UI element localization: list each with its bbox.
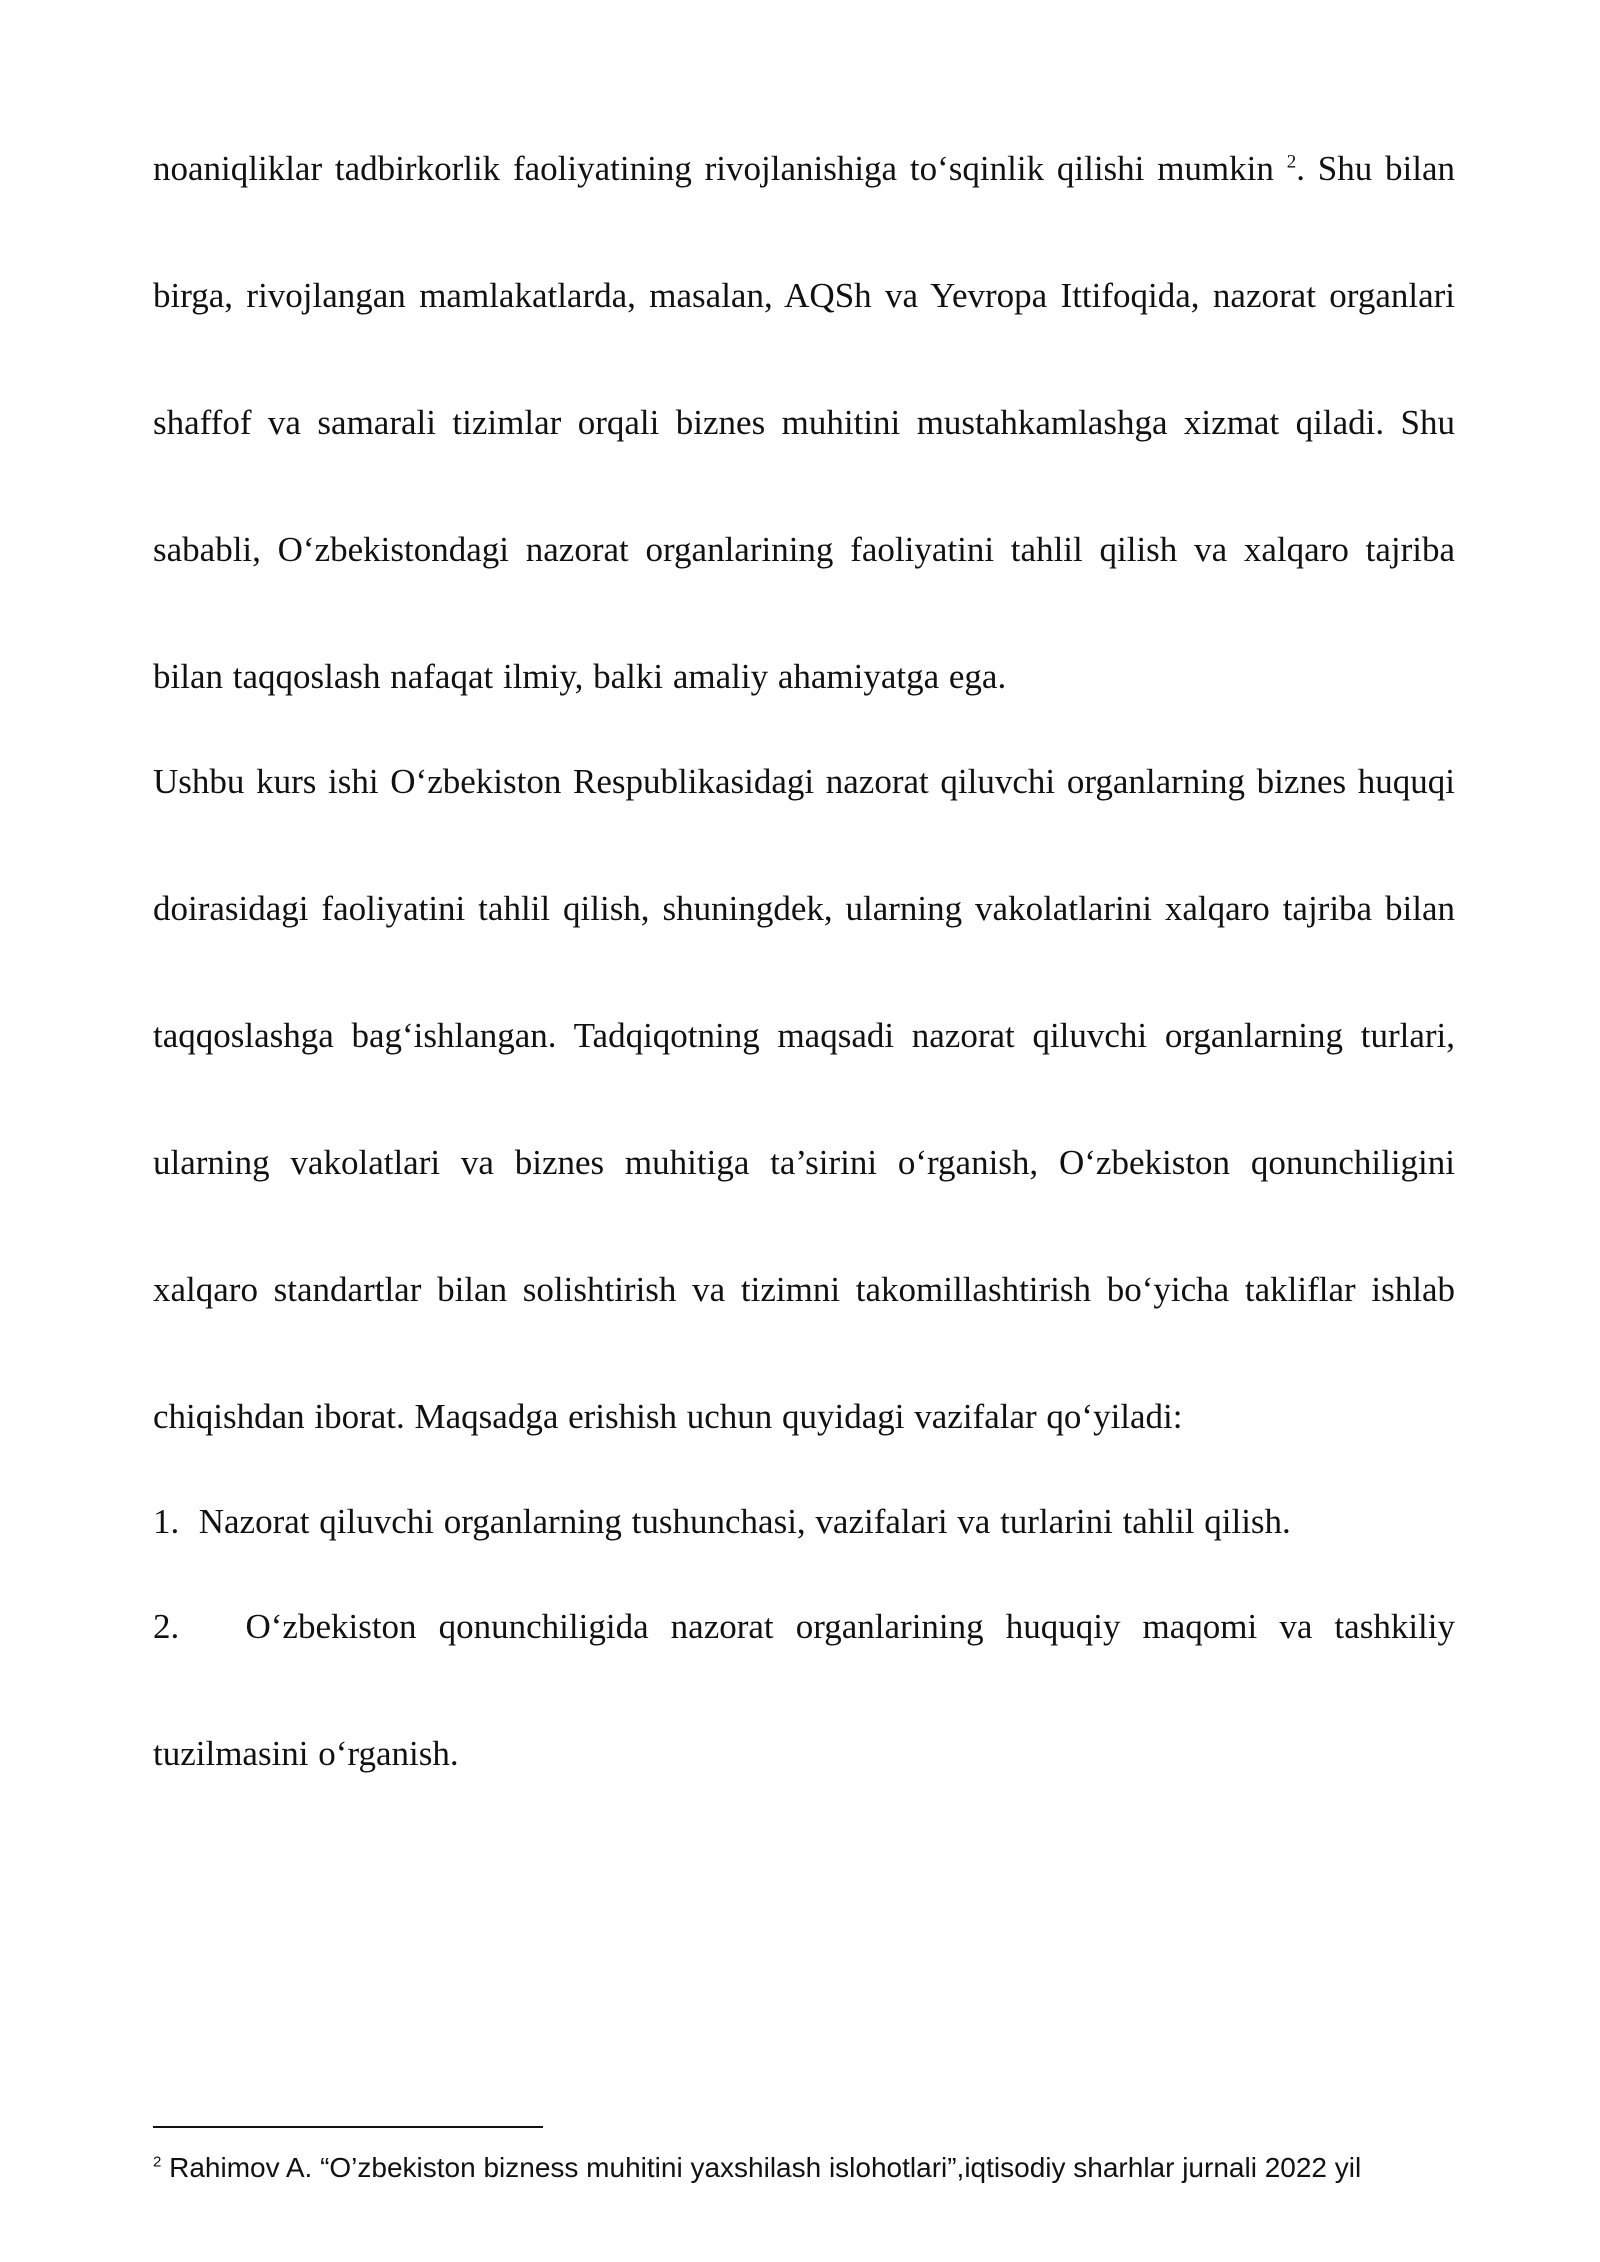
footnote-divider [153, 2126, 543, 2128]
list-item-text: O‘zbekiston qonunchiligida nazorat organlarining huquqiy maqomi va tashkiliy tuzilmasini o‘rganish. [153, 1607, 1455, 1773]
footnote-reference[interactable]: 2 [1286, 151, 1297, 173]
paragraph-1-text-end: . Shu bilan birga, rivojlangan mamlakatlarda, masalan, AQSh va Yevropa Ittifoqida, nazorat organlari shaffof va samarali tizimlar orqali biznes muhitini mustahkamlashga xizmat qiladi. Shu sababli, O‘zbekistondagi nazorat organlarining faoliyatini tahlil qilish va xalqaro tajriba bilan taqqoslash nafaqat ilmiy, balki amaliy ahamiyatga ega. [153, 149, 1455, 696]
footnote-number: 2 [153, 2153, 162, 2171]
footnote-text: Rahimov A. “O’zbekiston bizness muhitini yaxshilash islohotlari”,iqtisodiy sharhlar jurnali 2022 yil [169, 2152, 1362, 2183]
list-item-number: 2. [153, 1607, 180, 1646]
document-body [153, 105, 1455, 1817]
paragraph-1-text-start: noaniqliklar tadbirkorlik faoliyatining rivojlanishiga to‘sqinlik qilishi mumkin [153, 149, 1287, 188]
list-item [153, 1563, 1455, 1817]
footnote [153, 2148, 1483, 2188]
paragraph-1 [153, 105, 1455, 740]
list-item-number: 1. [153, 1502, 180, 1541]
list-item-text: Nazorat qiluvchi organlarning tushunchasi, vazifalari va turlarini tahlil qilish. [198, 1502, 1291, 1541]
paragraph-2: Ushbu kurs ishi O‘zbekiston Respublikasidagi nazorat qiluvchi organlarning biznes huquqi doirasidagi faoliyatini tahlil qilish, shuningdek, ularning vakolatlarini xalqaro tajriba bilan taqqoslashga bag‘ishlangan. Tadqiqotning maqsadi nazorat qiluvchi organlarning turlari, ularning vakolatlari va biznes muhitiga ta’sirini o‘rganish, O‘zbekiston qonunchiligini xalqaro standartlar bilan solishtirish va tizimni takomillashtirish bo‘yicha takliflar ishlab chiqishdan iborat. Maqsadga erishish uchun quyidagi vazifalar qo‘yiladi: [153, 762, 1455, 1436]
